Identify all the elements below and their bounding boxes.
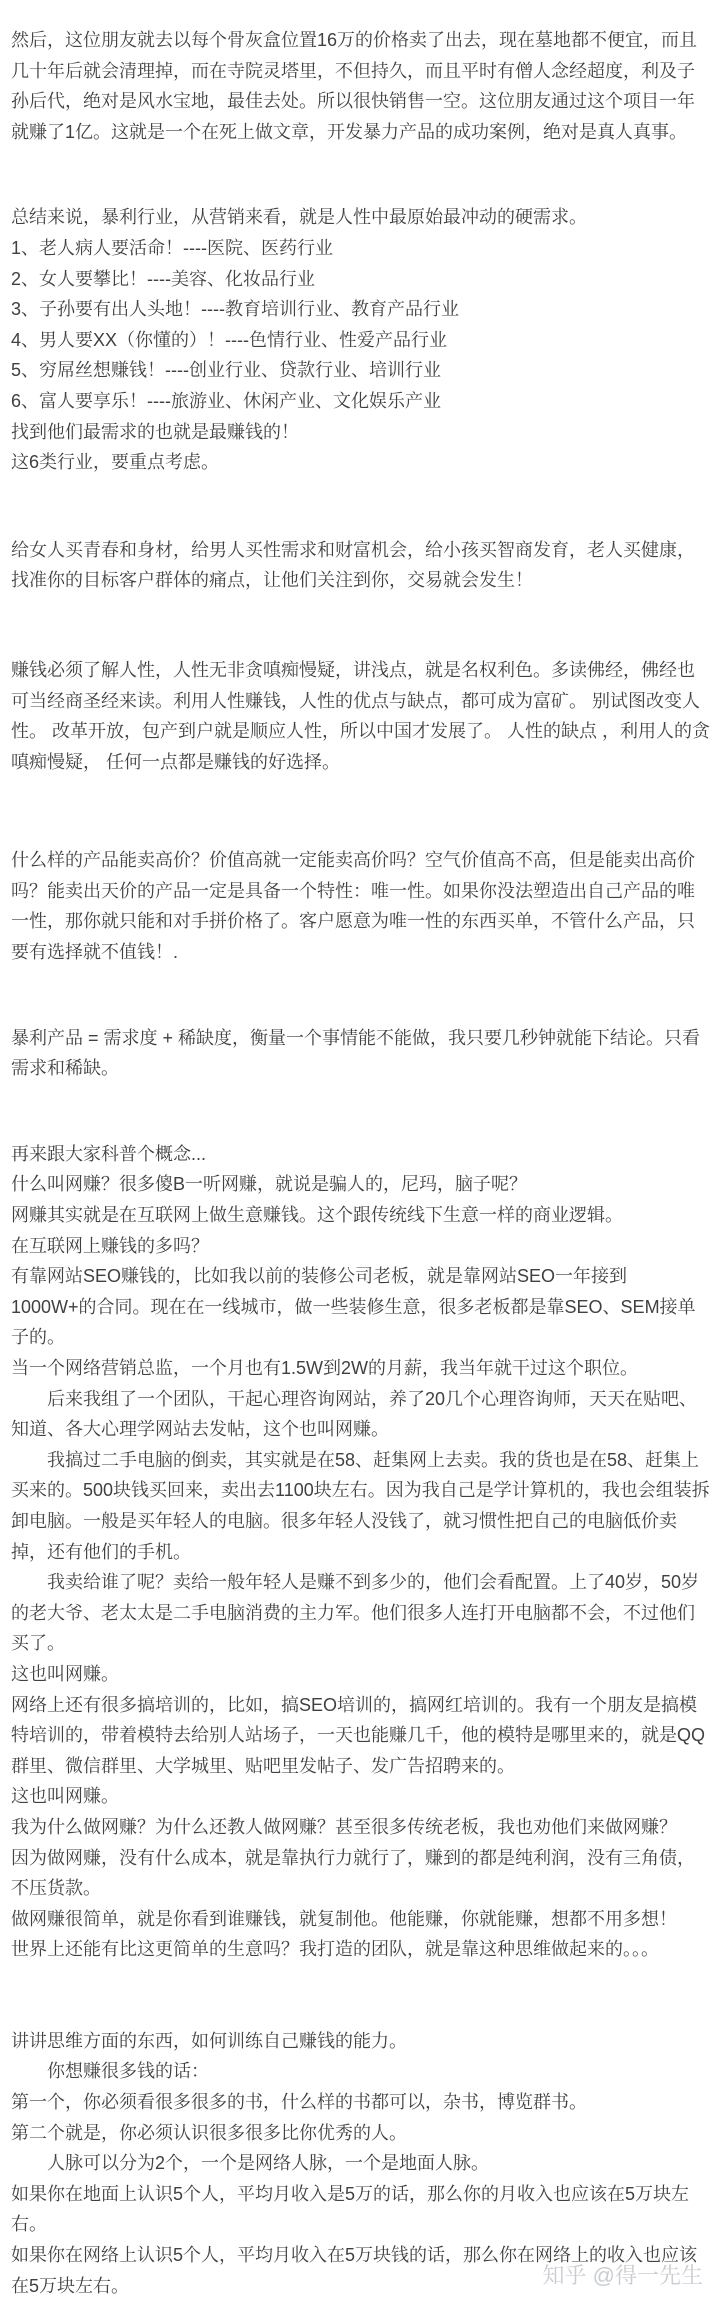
text-line: 吗？能卖出天价的产品一定是具备一个特性：唯一性。如果你没法塑造出自己产品的唯 <box>11 880 695 901</box>
text-line: 几十年后就会清理掉，而在寺院灵塔里，不但持久，而且平时有僧人念经超度，利及子 <box>11 60 695 81</box>
text-line: 就赚了1亿。这就是一个在死上做文章，开发暴力产品的成功案例，绝对是真人真事。 <box>11 121 688 142</box>
text-line: 右。 <box>11 2214 47 2235</box>
text-line: 在互联网上赚钱的多吗？ <box>11 1235 209 1256</box>
text-line: 有靠网站SEO赚钱的，比如我以前的装修公司老板，就是靠网站SEO一年接到 <box>11 1266 628 1287</box>
text-line: 一性，那你就只能和对手拼价格了。客户愿意为唯一性的东西买单，不管什么产品，只 <box>11 911 695 932</box>
text-line: 人脉可以分为2个，一个是网络人脉，一个是地面人脉。 <box>11 2153 490 2174</box>
section-customer-painpoints <box>11 535 701 596</box>
section-wangzhuan-explainer <box>11 1139 710 1965</box>
text-line: 我卖给谁了呢？卖给一般年轻人是赚不到多少的，他们会看配置。上了40岁，50岁 <box>11 1572 700 1593</box>
section-profiteering-industries-list <box>11 202 701 477</box>
text-line: 5、穷屌丝想赚钱！----创业行业、贷款行业、培训行业 <box>11 360 441 381</box>
text-line: 6、富人要享乐！----旅游业、休闲产业、文化娱乐产业 <box>11 390 441 411</box>
text-line: 1、老人病人要活命！----医院、医药行业 <box>11 237 333 258</box>
text-line: 做网赚很简单，就是你看到谁赚钱，就复制他。他能赚，你就能赚，想都不用多想！ <box>11 1908 677 1929</box>
text-line: 这也叫网赚。 <box>11 1786 119 1807</box>
text-line: 网络上还有很多搞培训的，比如，搞SEO培训的，搞网红培训的。我有一个朋友是搞模 <box>11 1694 698 1715</box>
section-premium-products-uniqueness <box>11 845 701 967</box>
text-line: 群里、微信群里、大学城里、贴吧里发帖子、发广告招聘来的。 <box>11 1755 515 1776</box>
text-line: 再来跟大家科普个概念... <box>11 1143 207 1164</box>
section-thinking-training <box>11 2026 701 2301</box>
text-line: 特培训的，带着模特去给别人站场子，一天也能赚几千，他的模特是哪里来的，就是QQ <box>11 1725 705 1746</box>
text-line: 什么叫网赚？很多傻B一听网赚，就说是骗人的，尼玛，脑子呢？ <box>11 1174 528 1195</box>
text-line: 这6类行业，要重点考虑。 <box>11 452 220 473</box>
text-line: 什么样的产品能卖高价？价值高就一定能卖高价吗？空气价值高不高，但是能卖出高价 <box>11 850 695 871</box>
text-line: 1000W+的合同。现在在一线城市，做一些装修生意，很多老板都是靠SEO、SEM接单 <box>11 1296 696 1317</box>
text-line: 找到他们最需求的也就是最赚钱的！ <box>11 421 299 442</box>
text-line: 如果你在网络上认识5个人，平均月收入在5万块钱的话，那么你在网络上的收入也应该 <box>11 2245 698 2266</box>
text-line: 性。 改革开放，包产到户就是顺应人性，所以中国才发展了。 人性的缺点 ，利用人的贪 <box>11 721 710 742</box>
text-line: 世界上还能有比这更简单的生意吗？我打造的团队，就是靠这种思维做起来的。。。 <box>11 1939 659 1960</box>
text-line: 如果你在地面上认识5个人，平均月收入是5万的话，那么你的月收入也应该在5万块左 <box>11 2183 690 2204</box>
text-line: 不压货款。 <box>11 1878 101 1899</box>
text-line: 讲讲思维方面的东西，如何训练自己赚钱的能力。 <box>11 2030 407 2051</box>
text-line: 3、子孙要有出人头地！----教育培训行业、教育产品行业 <box>11 299 459 320</box>
text-line: 孙后代，绝对是风水宝地，最佳去处。所以很快销售一空。这位朋友通过这个项目一年 <box>11 91 695 112</box>
text-line: 后来我组了一个团队，干起心理咨询网站，养了20几个心理咨询师，天天在贴吧、 <box>11 1388 698 1409</box>
text-line: 4、男人要XX（你懂的）！----色情行业、性爱产品行业 <box>11 329 447 350</box>
text-line: 嗔痴慢疑， 任何一点都是赚钱的好选择。 <box>11 751 340 772</box>
text-line: 掉，还有他们的手机。 <box>11 1541 191 1562</box>
text-line: 要有选择就不值钱！. <box>11 942 179 963</box>
text-line: 子的。 <box>11 1327 65 1348</box>
text-line: 然后，这位朋友就去以每个骨灰盒位置16万的价格卖了出去，现在墓地都不便宜，而且 <box>11 30 698 50</box>
text-line: 第二个就是，你必须认识很多很多比你优秀的人。 <box>11 2122 407 2143</box>
text-line: 可当经商圣经来读。利用人性赚钱，人性的优点与缺点，都可成为富矿。 别试图改变人 <box>11 690 700 711</box>
text-line: 你想赚很多钱的话： <box>11 2061 209 2082</box>
text-line: 找准你的目标客户群体的痛点，让他们关注到你，交易就会发生！ <box>11 570 533 591</box>
section-profit-formula <box>11 1023 701 1084</box>
section-burial-story <box>11 25 701 147</box>
section-human-nature <box>11 655 710 777</box>
text-line: 网赚其实就是在互联网上做生意赚钱。这个跟传统线下生意一样的商业逻辑。 <box>11 1205 623 1226</box>
text-line: 我搞过二手电脑的倒卖，其实就是在58、赶集网上去卖。我的货也是在58、赶集上 <box>11 1449 700 1470</box>
text-line: 赚钱必须了解人性，人性无非贪嗔痴慢疑，讲浅点，就是名权利色。多读佛经，佛经也 <box>11 659 695 680</box>
text-line: 知道、各大心理学网站去发帖，这个也叫网赚。 <box>11 1419 389 1440</box>
text-line: 买了。 <box>11 1633 65 1654</box>
text-line: 需求和稀缺。 <box>11 1058 119 1079</box>
text-line: 这也叫网赚。 <box>11 1663 119 1684</box>
text-line: 当一个网络营销总监，一个月也有1.5W到2W的月薪，我当年就干过这个职位。 <box>11 1358 639 1378</box>
text-line: 买来的。500块钱买回来，卖出去1100块左右。因为我自己是学计算机的，我也会组装拆 <box>11 1480 710 1501</box>
text-line: 因为做网赚，没有什么成本，就是靠执行力就行了，赚到的都是纯利润，没有三角债， <box>11 1847 695 1868</box>
text-line: 2、女人要攀比！----美容、化妆品行业 <box>11 268 315 289</box>
text-line: 暴利产品 = 需求度 + 稀缺度，衡量一个事情能不能做，我只要几秒钟就能下结论。只看 <box>11 1027 701 1048</box>
text-line: 在5万块左右。 <box>11 2275 130 2296</box>
text-line: 我为什么做网赚？为什么还教人做网赚？甚至很多传统老板，我也劝他们来做网赚？ <box>11 1816 677 1837</box>
zhihu-watermark: 知乎 @得一先生 <box>542 2263 703 2288</box>
text-line: 第一个，你必须看很多很多的书，什么样的书都可以，杂书，博览群书。 <box>11 2092 587 2113</box>
text-line: 总结来说，暴利行业，从营销来看，就是人性中最原始最冲动的硬需求。 <box>11 207 587 228</box>
text-line: 给女人买青春和身材，给男人买性需求和财富机会，给小孩买智商发育，老人买健康， <box>11 539 695 560</box>
text-line: 卸电脑。一般是买年轻人的电脑。很多年轻人没钱了，就习惯性把自己的电脑低价卖 <box>11 1510 677 1531</box>
text-line: 的老大爷、老太太是二手电脑消费的主力军。他们很多人连打开电脑都不会，不过他们 <box>11 1602 695 1623</box>
